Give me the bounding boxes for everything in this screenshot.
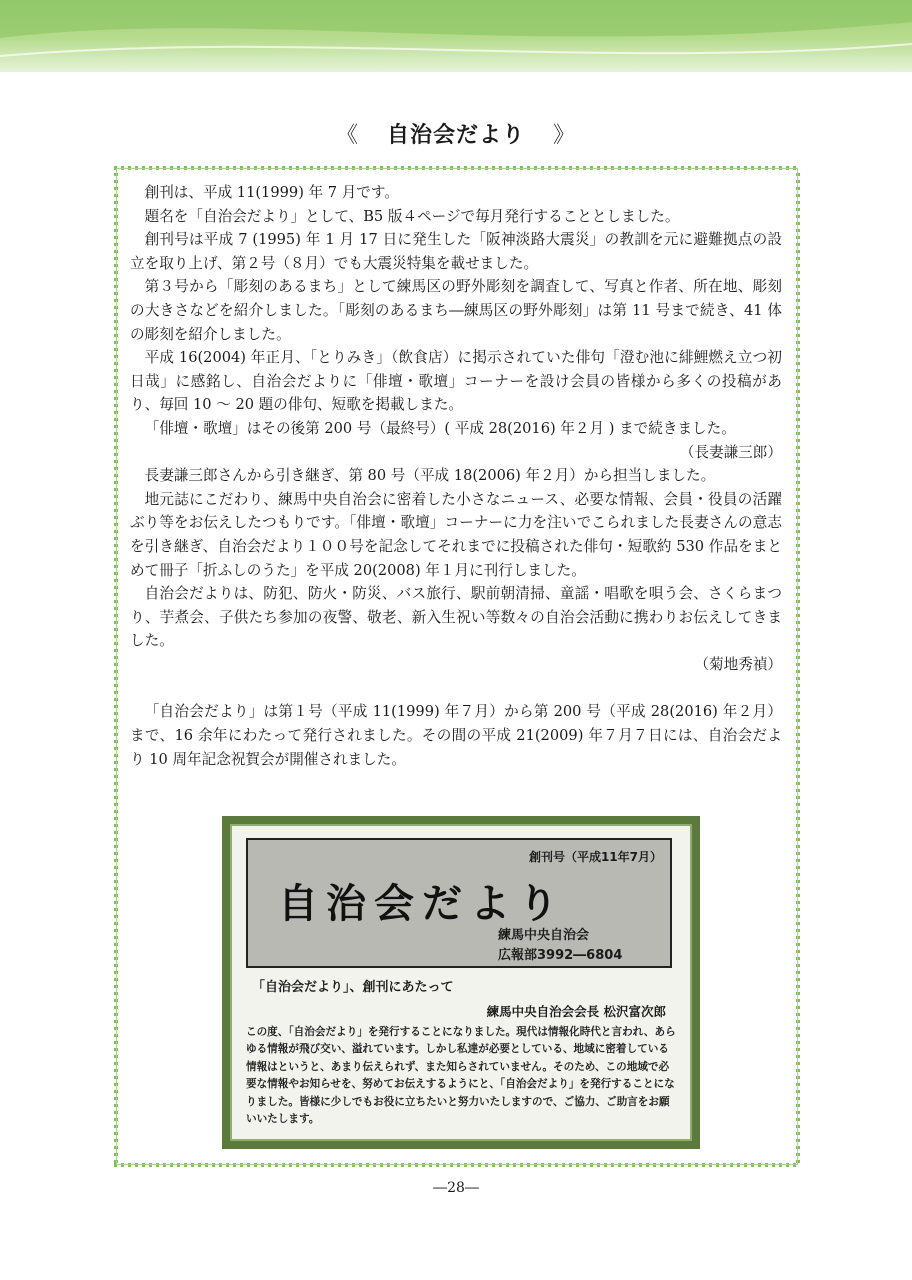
paragraph: 題名を「自治会だより」として、B5 版４ページで毎月発行することとしました。: [144, 207, 680, 225]
article-body: [130, 181, 782, 771]
paragraph: 長妻謙三郎さんから引き継ぎ、第 80 号（平成 18(2006) 年２月）から担当しました。: [144, 467, 716, 485]
signature: （菊地秀禎）: [694, 655, 782, 673]
page-title: [0, 118, 912, 149]
paragraph: 第３号から「彫刻のあるまち」として練馬区の野外彫刻を調査して、写真と作者、所在地、彫刻の大きさなどを紹介しました。「彫刻のあるまち―練馬区の野外彫刻」は第 11 号まで続き、41 体の彫刻を紹介しました。: [130, 278, 782, 343]
closing-paragraph: 「自治会だより」は第１号（平成 11(1999) 年７月）から第 200 号（平成 28(2016) 年２月）まで、16 余年にわたって発行されました。その間の平成 21(2009) 年７月７日には、自治会だより 10 周年記念祝賀会が開催されました。: [130, 703, 782, 768]
paragraph: 創刊号は平成 7 (1995) 年 1 月 17 日に発生した「阪神淡路大震災」の教訓を元に避難拠点の設立を取り上げ、第２号（８月）でも大震災特集を載せました。: [130, 231, 782, 272]
contact-number: 広報部3992―6804: [498, 948, 623, 963]
paragraph: 地元誌にこだわり、練馬中央自治会に密着した小さなニュース、必要な情報、会員・役員の活躍ぶり等をお伝えしたつもりです。「俳壇・歌壇」コーナーに力を注いでこられました長妻さんの意志を引き継ぎ、自治会だより１００号を記念してそれまでに投稿された俳句・短歌約 530 作品をまとめて冊子「折ふしのうた」を平成 20(2008) 年１月に刊行しました。: [130, 490, 782, 579]
newsletter-clipping: [222, 816, 700, 1149]
paragraph: 創刊は、平成 11(1999) 年 7 月です。: [144, 184, 399, 201]
org-name: 練馬中央自治会: [498, 928, 590, 943]
title-open-bracket: 《: [335, 123, 359, 148]
clipping-message: この度、「自治会だより」を発行することになりました。現代は情報化時代と言われ、あらゆる情報が飛び交い、溢れています。しかし私達が必要としている、地域に密着している情報はというと、あまり伝えられず、また知らされていません。そのため、この地域で必要な情報やお知らせを、努めてお伝えするようにと、「自治会だより」を発行することになりました。皆様に少しでもお役に立ちたいと努力いたしますので、ご協力、ご助言をお願いいたします。: [246, 1026, 676, 1126]
masthead-title: 自治会だより: [278, 881, 566, 927]
clipping-heading: 「自治会だより」、創刊にあたって: [252, 980, 454, 995]
decorative-wave: [0, 0, 912, 72]
clipping-paper: [230, 824, 692, 1141]
signature: （長妻謙三郎）: [679, 443, 782, 461]
clipping-author: 練馬中央自治会会長 松沢富次郎: [486, 1004, 666, 1019]
title-text: 自治会だより: [386, 123, 525, 148]
paragraph: 平成 16(2004) 年正月、「とりみき」（飲食店）に掲示されていた俳句「澄む池に緋鯉燃え立つ初日哉」に感銘し、自治会だよりに「俳壇・歌壇」コーナーを設け会員の皆様から多くの投稿があり、毎回 10 ～ 20 題の俳句、短歌を掲載しまた。: [130, 349, 782, 414]
page-number: ―28―: [433, 1180, 479, 1196]
paragraph: 自治会だよりは、防犯、防火・防災、バス旅行、駅前朝清掃、童謡・唱歌を唄う会、さくらまつり、芋煮会、子供たち参加の夜警、敬老、新入生祝い等数々の自治会活動に携わりお伝えしてきました。: [130, 585, 782, 650]
masthead: [246, 838, 672, 968]
header-band: [0, 0, 912, 72]
issue-label: 創刊号（平成11年7月）: [528, 850, 662, 864]
paragraph: 「俳壇・歌壇」はその後第 200 号（最終号）( 平成 28(2016) 年２月 ) まで続きました。: [144, 419, 736, 437]
title-close-bracket: 》: [553, 123, 577, 148]
